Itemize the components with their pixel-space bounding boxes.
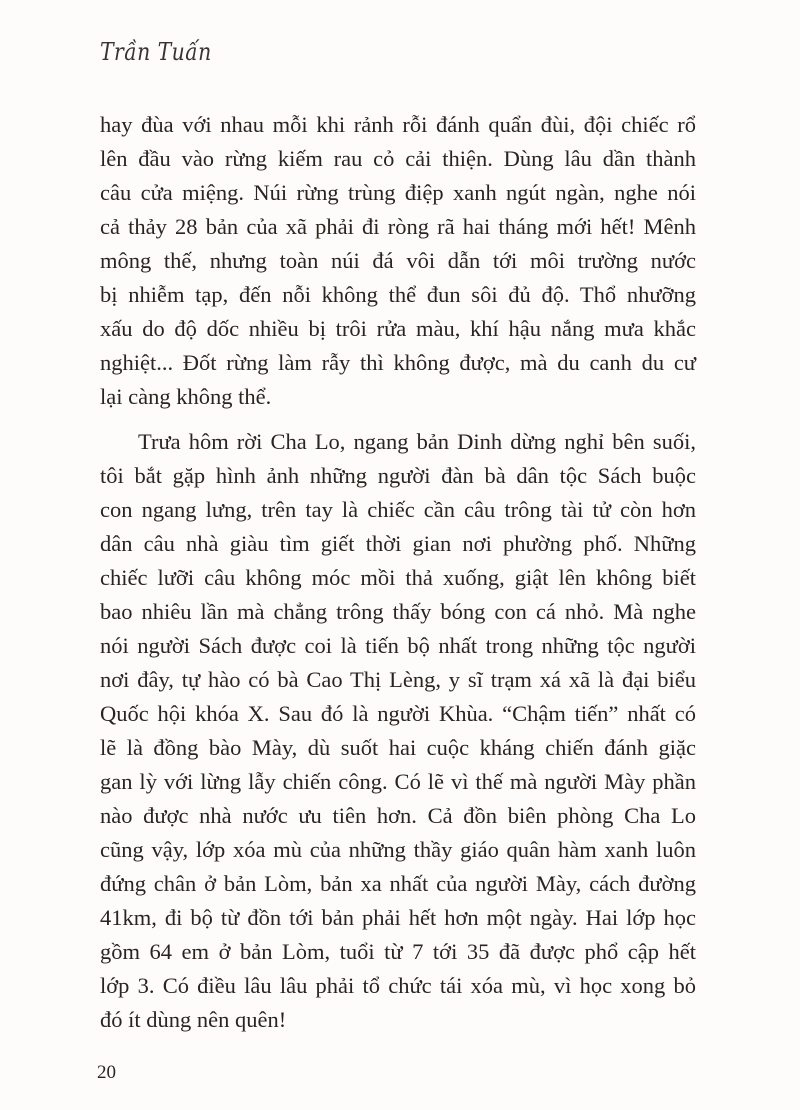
paragraph — [100, 108, 696, 414]
text-line: cả thảy 28 bản của xã phải đi ròng rã hai tháng mới hết! Mênh — [100, 214, 696, 239]
text-line: câu cửa miệng. Núi rừng trùng điệp xanh ngút ngàn, nghe nói — [100, 180, 696, 205]
text-line: lẽ là đồng bào Mày, dù suốt hai cuộc kháng chiến đánh giặc — [100, 735, 696, 760]
text-line: dân câu nhà giàu tìm giết thời gian nơi phường phố. Những — [100, 531, 696, 556]
text-line: lớp 3. Có điều lâu lâu phải tổ chức tái xóa mù, vì học xong bỏ — [100, 973, 696, 998]
text-line: nói người Sách được coi là tiến bộ nhất trong những tộc người — [100, 633, 696, 658]
text-line: xấu do độ dốc nhiều bị trôi rửa màu, khí hậu nắng mưa khắc — [100, 316, 696, 341]
paragraph-gap — [100, 414, 696, 425]
text-line: đó ít dùng nên quên! — [100, 1007, 287, 1032]
text-line: mông thế, nhưng toàn núi đá vôi dẫn tới môi trường nước — [100, 248, 696, 273]
text-line: gồm 64 em ở bản Lòm, tuổi từ 7 tới 35 đã được phổ cập hết — [100, 939, 696, 964]
text-line: gan lỳ với lừng lẫy chiến công. Có lẽ vì thế mà người Mày phần — [100, 769, 696, 794]
text-line: lại càng không thể. — [100, 384, 272, 409]
text-line: Trưa hôm rời Cha Lo, ngang bản Dinh dừng nghỉ bên suối, — [138, 429, 696, 454]
text-line: con ngang lưng, trên tay là chiếc cần câu trông tài tử còn hơn — [100, 497, 696, 522]
text-line: nơi đây, tự hào có bà Cao Thị Lèng, y sĩ trạm xá xã là đại biểu — [100, 667, 696, 692]
text-line: hay đùa với nhau mỗi khi rảnh rỗi đánh quẩn đùi, đội chiếc rổ — [100, 112, 696, 137]
text-line: nghiệt... Đốt rừng làm rẫy thì không được, mà du canh du cư — [100, 350, 696, 375]
text-line: Quốc hội khóa X. Sau đó là người Khùa. “Chậm tiến” nhất có — [100, 701, 696, 726]
text-line: bị nhiễm tạp, đến nỗi không thể đun sôi đủ độ. Thổ nhưỡng — [100, 282, 696, 307]
paragraph — [100, 425, 696, 1037]
text-line: đứng chân ở bản Lòm, bản xa nhất của người Mày, cách đường — [100, 871, 696, 896]
page-number: 20 — [97, 1062, 116, 1083]
text-line: bao nhiêu lần mà chẳng trông thấy bóng con cá nhỏ. Mà nghe — [100, 599, 696, 624]
text-line: lên đầu vào rừng kiếm rau cỏ cải thiện. Dùng lâu dần thành — [100, 146, 696, 171]
text-line: chiếc lưỡi câu không móc mồi thả xuống, giật lên không biết — [100, 565, 696, 590]
text-line: cũng vậy, lớp xóa mù của những thầy giáo quân hàm xanh luôn — [100, 837, 696, 862]
page-body — [100, 108, 696, 1037]
running-header-author: Trần Tuấn — [100, 38, 212, 66]
text-line: nào được nhà nước ưu tiên hơn. Cả đồn biên phòng Cha Lo — [100, 803, 696, 828]
text-line: tôi bắt gặp hình ảnh những người đàn bà dân tộc Sách buộc — [100, 463, 696, 488]
text-line: 41km, đi bộ từ đồn tới bản phải hết hơn một ngày. Hai lớp học — [100, 905, 696, 930]
